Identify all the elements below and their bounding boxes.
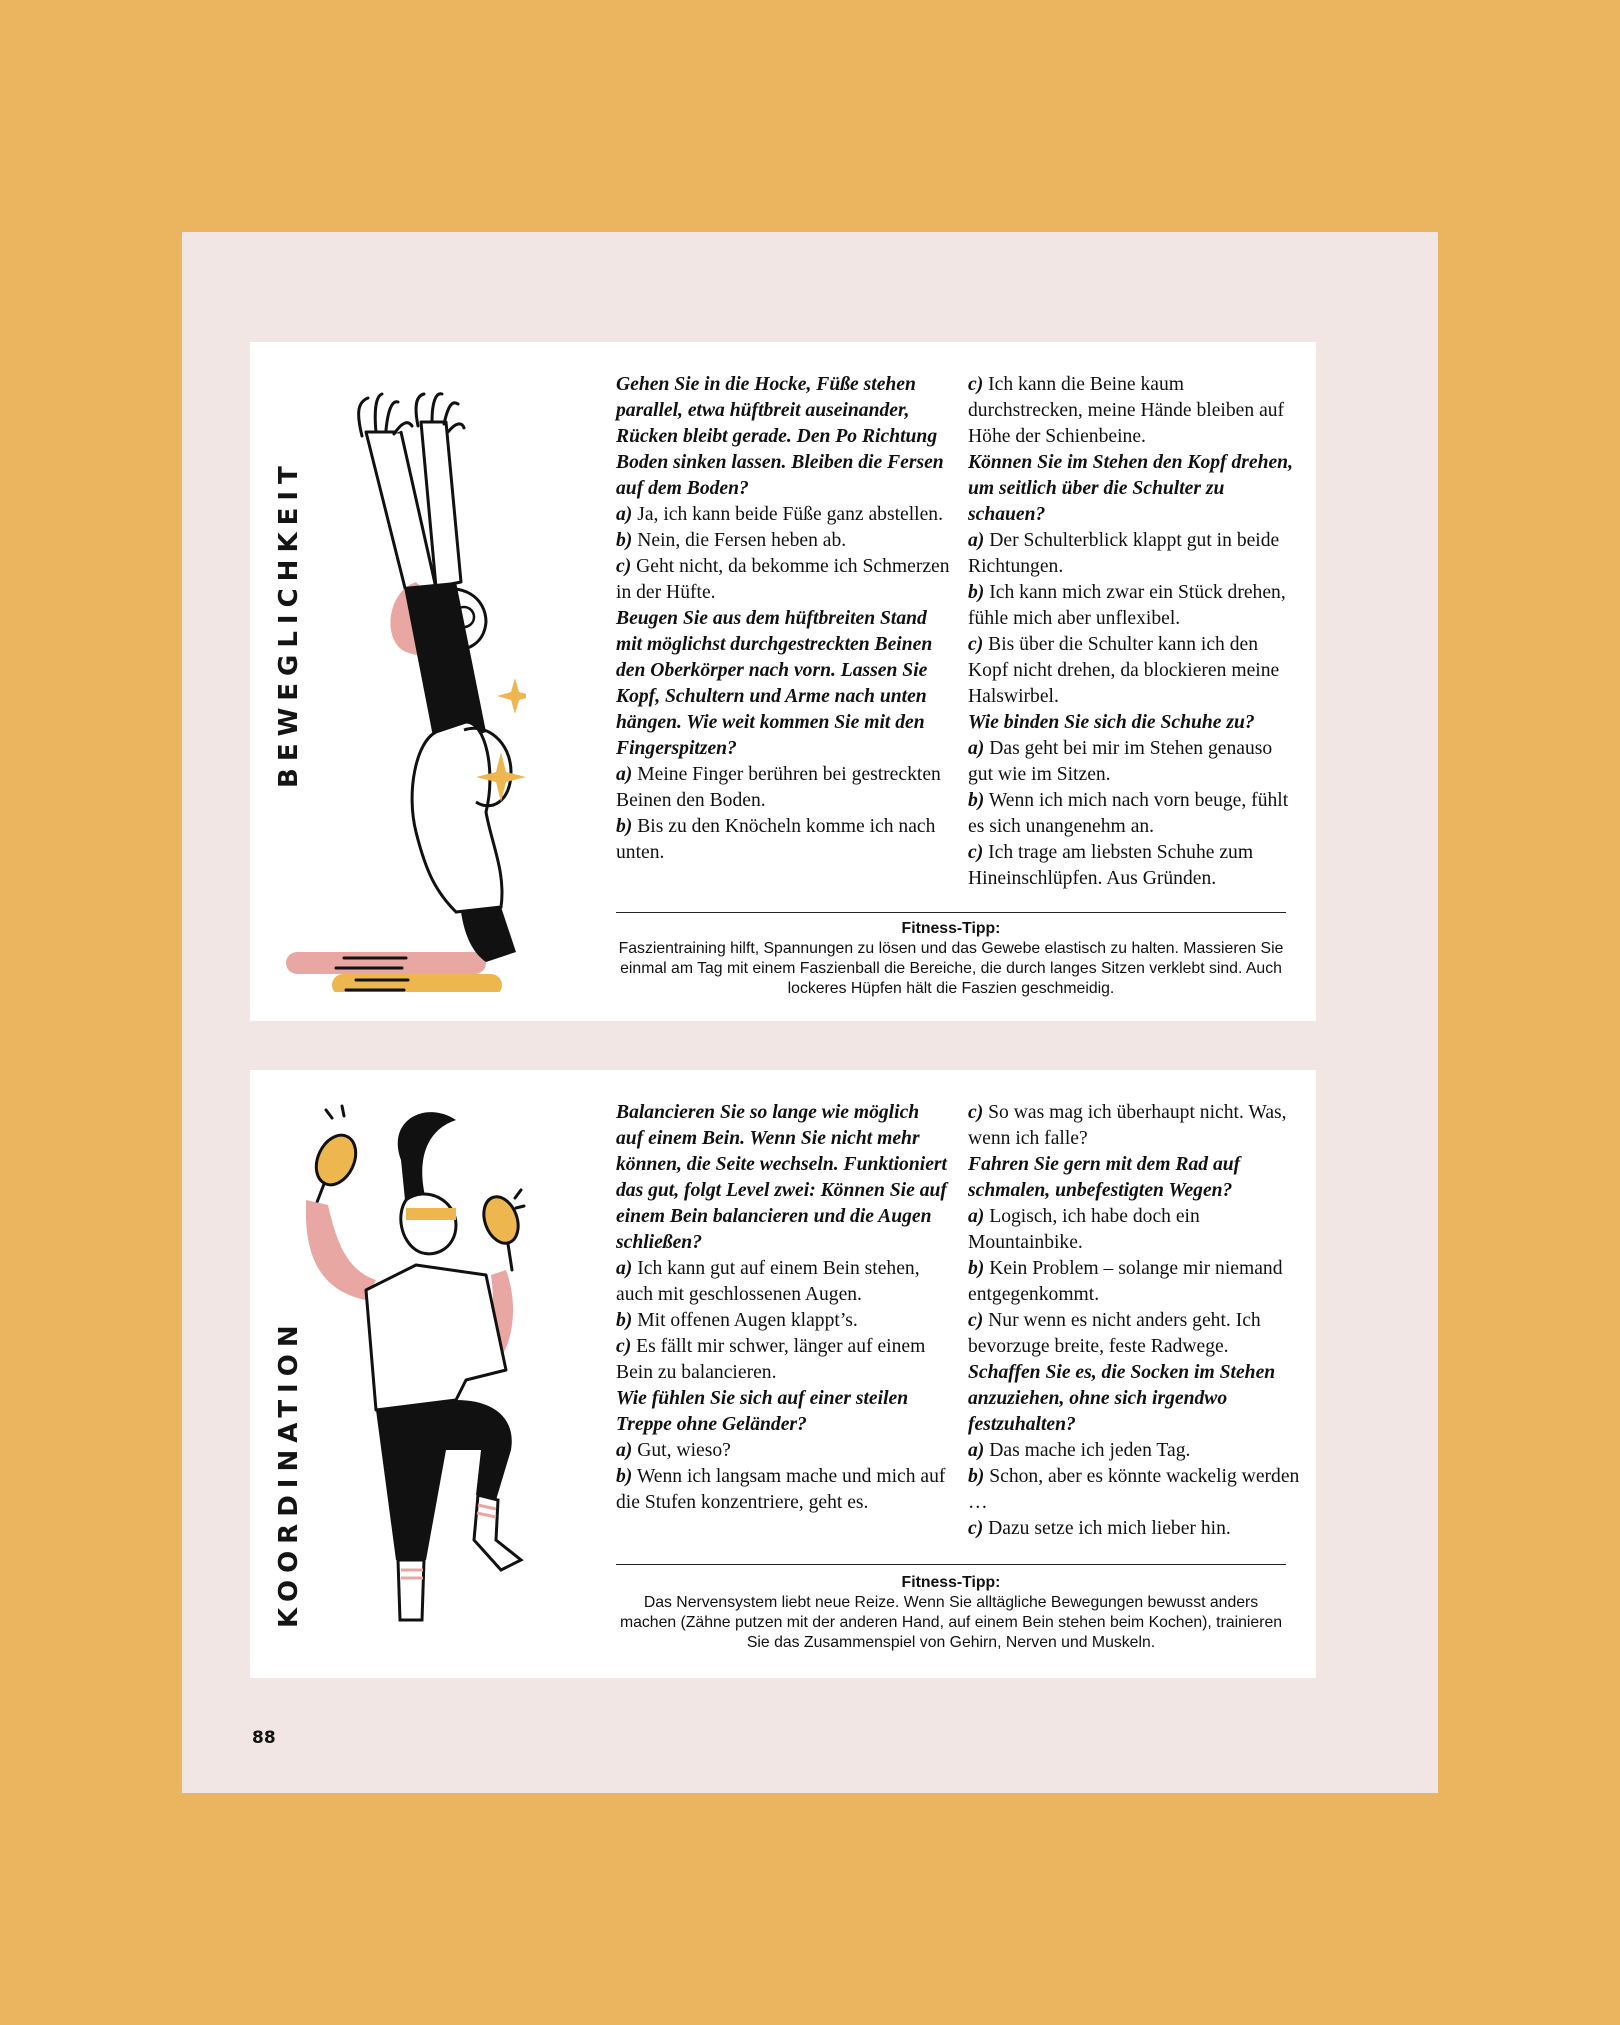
answer-prefix: c) bbox=[968, 374, 984, 395]
answer-prefix: b) bbox=[968, 790, 985, 811]
answer-prefix: c) bbox=[968, 1310, 984, 1331]
answer-text: Das mache ich jeden Tag. bbox=[984, 1440, 1191, 1461]
answer-option bbox=[616, 814, 950, 866]
magazine-page bbox=[182, 232, 1438, 1793]
answer-text: Kein Problem – solange mir niemand entgegenkommt. bbox=[968, 1258, 1283, 1305]
answer-option bbox=[968, 1100, 1302, 1152]
answer-text: Gut, wieso? bbox=[632, 1440, 731, 1461]
answer-option bbox=[616, 1464, 950, 1516]
answer-text: Nur wenn es nicht anders geht. Ich bevorzuge breite, feste Radwege. bbox=[968, 1310, 1261, 1357]
answer-option bbox=[968, 1438, 1302, 1464]
answer-option bbox=[968, 1516, 1302, 1542]
answer-prefix: c) bbox=[616, 556, 632, 577]
answer-prefix: a) bbox=[616, 764, 633, 785]
answer-option bbox=[616, 1308, 950, 1334]
question-text: Beugen Sie aus dem hüftbreiten Stand mit möglichst durchgestreckten Beinen den Oberkörper nach vorn. Lassen Sie Kopf, Schultern und Arme nach unten hängen. Wie weit kommen Sie mit den Fingerspitzen? bbox=[616, 608, 933, 759]
answer-option bbox=[968, 1256, 1302, 1308]
answer-option bbox=[616, 528, 950, 554]
question-column-left bbox=[616, 1100, 950, 1516]
fitness-tip-text: Faszientraining hilft, Spannungen zu lösen und das Gewebe elastisch zu halten. Massieren Sie einmal am Tag mit einem Faszienball die Bereiche, die durch langes Sitzen verklebt sind. Auch lockeres Hüpfen hält die Faszien geschmeidig. bbox=[618, 940, 1284, 997]
answer-prefix: a) bbox=[968, 738, 985, 759]
answer-prefix: c) bbox=[968, 1518, 984, 1539]
question-column-right bbox=[968, 1100, 1302, 1542]
answer-text: Ich kann gut auf einem Bein stehen, auch mit geschlossenen Augen. bbox=[616, 1258, 920, 1305]
answer-prefix: c) bbox=[616, 1336, 632, 1357]
answer-prefix: a) bbox=[616, 1440, 633, 1461]
answer-text: Bis über die Schulter kann ich den Kopf nicht drehen, da blockieren meine Halswirbel. bbox=[968, 634, 1280, 707]
answer-text: Nein, die Fersen heben ab. bbox=[632, 530, 847, 551]
section-label: BEWEGLICHKEIT bbox=[274, 459, 304, 788]
answer-option bbox=[968, 736, 1302, 788]
fitness-tip-title: Fitness-Tipp: bbox=[901, 1574, 1001, 1591]
section-card-flexibility bbox=[250, 342, 1316, 1021]
answer-prefix: a) bbox=[968, 1206, 985, 1227]
answer-text: Wenn ich langsam mache und mich auf die Stufen konzentriere, geht es. bbox=[616, 1466, 946, 1513]
answer-prefix: a) bbox=[968, 1440, 985, 1461]
answer-option bbox=[968, 632, 1302, 710]
answer-option bbox=[616, 554, 950, 606]
answer-text: Bis zu den Knöcheln komme ich nach unten. bbox=[616, 816, 936, 863]
answer-prefix: a) bbox=[968, 530, 985, 551]
answer-text: Dazu setze ich mich lieber hin. bbox=[983, 1518, 1231, 1539]
answer-prefix: b) bbox=[616, 816, 633, 837]
answer-text: Schon, aber es könnte wackelig werden … bbox=[968, 1466, 1300, 1513]
answer-text: Ich trage am liebsten Schuhe zum Hineinschlüpfen. Aus Gründen. bbox=[968, 842, 1254, 889]
fitness-tip bbox=[616, 912, 1286, 999]
answer-text: Logisch, ich habe doch ein Mountainbike. bbox=[968, 1206, 1200, 1253]
answer-option bbox=[968, 1464, 1302, 1516]
answer-text: Mit offenen Augen klappt’s. bbox=[632, 1310, 858, 1331]
question-column-left bbox=[616, 372, 950, 866]
answer-option bbox=[616, 1438, 950, 1464]
answer-prefix: b) bbox=[616, 1466, 633, 1487]
answer-text: Ich kann die Beine kaum durchstrecken, meine Hände bleiben auf Höhe der Schienbeine. bbox=[968, 374, 1285, 447]
answer-option bbox=[968, 528, 1302, 580]
question-text: Fahren Sie gern mit dem Rad auf schmalen, unbefestigten Wegen? bbox=[968, 1154, 1241, 1201]
answer-text: Geht nicht, da bekomme ich Schmerzen in der Hüfte. bbox=[616, 556, 950, 603]
answer-prefix: c) bbox=[968, 1102, 984, 1123]
answer-text: So was mag ich überhaupt nicht. Was, wenn ich falle? bbox=[968, 1102, 1287, 1149]
answer-text: Ja, ich kann beide Füße ganz abstellen. bbox=[632, 504, 944, 525]
balancing-person-illustration bbox=[306, 1100, 546, 1640]
answer-prefix: b) bbox=[616, 1310, 633, 1331]
answer-text: Das geht bei mir im Stehen genauso gut wie im Sitzen. bbox=[968, 738, 1273, 785]
answer-prefix: b) bbox=[616, 530, 633, 551]
answer-prefix: b) bbox=[968, 1258, 985, 1279]
fitness-tip-title: Fitness-Tipp: bbox=[901, 920, 1001, 937]
section-label: KOORDINATION bbox=[274, 1318, 304, 1628]
answer-prefix: c) bbox=[968, 842, 984, 863]
question-text: Wie binden Sie sich die Schuhe zu? bbox=[968, 712, 1255, 733]
question-text: Können Sie im Stehen den Kopf drehen, um seitlich über die Schulter zu schauen? bbox=[968, 452, 1293, 525]
answer-prefix: b) bbox=[968, 1466, 985, 1487]
answer-option bbox=[968, 788, 1302, 840]
answer-option bbox=[616, 1334, 950, 1386]
fitness-tip bbox=[616, 1564, 1286, 1653]
stretching-person-illustration bbox=[286, 392, 526, 992]
answer-text: Der Schulterblick klappt gut in beide Richtungen. bbox=[968, 530, 1280, 577]
section-card-coordination bbox=[250, 1070, 1316, 1678]
question-text: Balancieren Sie so lange wie möglich auf einem Bein. Wenn Sie nicht mehr können, die Seite wechseln. Funktioniert das gut, folgt Level zwei: Können Sie auf einem Bein balancieren und die Augen schließen? bbox=[616, 1102, 947, 1253]
answer-option bbox=[968, 372, 1302, 450]
answer-option bbox=[968, 580, 1302, 632]
page-number: 88 bbox=[252, 1728, 276, 1748]
answer-prefix: a) bbox=[616, 504, 633, 525]
question-text: Wie fühlen Sie sich auf einer steilen Treppe ohne Geländer? bbox=[616, 1388, 909, 1435]
answer-prefix: a) bbox=[616, 1258, 633, 1279]
question-text: Schaffen Sie es, die Socken im Stehen anzuziehen, ohne sich irgendwo festzuhalten? bbox=[968, 1362, 1276, 1435]
answer-prefix: c) bbox=[968, 634, 984, 655]
question-text: Gehen Sie in die Hocke, Füße stehen parallel, etwa hüftbreit auseinander, Rücken bleibt gerade. Den Po Richtung Boden sinken lassen. Bleiben die Fersen auf dem Boden? bbox=[616, 374, 944, 499]
answer-option bbox=[616, 1256, 950, 1308]
answer-text: Meine Finger berühren bei gestreckten Beinen den Boden. bbox=[616, 764, 941, 811]
answer-prefix: b) bbox=[968, 582, 985, 603]
answer-option bbox=[968, 1308, 1302, 1360]
answer-option bbox=[616, 762, 950, 814]
answer-text: Ich kann mich zwar ein Stück drehen, fühle mich aber unflexibel. bbox=[968, 582, 1286, 629]
fitness-tip-text: Das Nervensystem liebt neue Reize. Wenn Sie alltägliche Bewegungen bewusst anders machen (Zähne putzen mit der anderen Hand, auf einem Bein stehen beim Kochen), trainieren Sie das Zusammenspiel von Gehirn, Nerven und Muskeln. bbox=[619, 1594, 1283, 1651]
answer-option bbox=[968, 1204, 1302, 1256]
question-column-right bbox=[968, 372, 1302, 892]
answer-text: Es fällt mir schwer, länger auf einem Bein zu balancieren. bbox=[616, 1336, 926, 1383]
answer-text: Wenn ich mich nach vorn beuge, fühlt es sich unangenehm an. bbox=[968, 790, 1289, 837]
answer-option bbox=[616, 502, 950, 528]
answer-option bbox=[968, 840, 1302, 892]
